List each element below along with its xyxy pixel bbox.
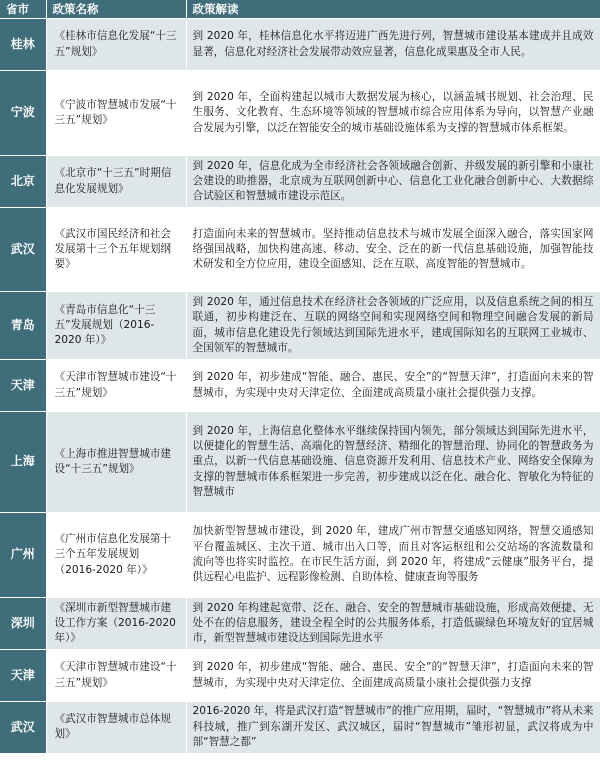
policy-desc-cell: 到 2020 年，全面构建起以城市大数据发展为核心，以涵盖城书规划、社会治理、民生服务、文化教育、生态环境等领域的智慧城市综合应用体系为导向，以智慧产业融合发展为引擎，以泛在智能安全的城市基础设施体系为支撑的智慧城市体系框架。 [186, 71, 600, 156]
table-row [0, 156, 600, 208]
table-row [0, 650, 600, 702]
city-cell: 天津 [0, 650, 46, 702]
policy-name-cell: 《宁波市智慧城市发展“十三五”规划》 [46, 71, 186, 156]
table-row [0, 513, 600, 598]
city-cell: 桂林 [0, 19, 46, 71]
policy-desc-cell: 到 2020 年，初步建成“智能、融合、惠民、安全”的“智慧天津”，打造面向未来的智慧城市，为实现中央对天津定位、全面建成高质量小康社会提供强力支撑。 [186, 360, 600, 412]
policy-desc-cell: 到 2020 年，初步建成“智能、融合、惠民、安全”的“智慧天津”，打造面向未来的智慧城市，为实现中央对天津定位、全面建成高质量小康社会提供强力支撑 [186, 650, 600, 702]
table-header-row [0, 0, 600, 19]
city-cell: 青岛 [0, 292, 46, 360]
city-cell: 广州 [0, 513, 46, 598]
policy-name-cell: 《武汉市智慧城市总体规划》 [46, 702, 186, 753]
city-cell: 北京 [0, 156, 46, 208]
header-policy-name: 政策名称 [46, 0, 186, 19]
header-policy-interpretation: 政策解读 [186, 0, 600, 19]
table-row [0, 412, 600, 513]
policy-name-cell: 《天津市智慧城市建设“十三五”规划》 [46, 650, 186, 702]
policy-desc-cell: 到 2020 年，桂林信息化水平将迈进广西先进行列，智慧城市建设基本建成并且成效显著，信息化对经济社会发展带动效应显著，信息化成果惠及全市人民。 [186, 19, 600, 71]
city-cell: 上海 [0, 412, 46, 513]
policy-desc-cell: 2016-2020 年，将是武汉打造“智慧城市”的推广应用期，届时，“智慧城市”将从未来科技城，推广到东湖开发区、武汉城区，届时“智慧城市”雏形初显，武汉将成为中部“智慧之都” [186, 702, 600, 753]
policy-desc-cell: 到 2020 年，信息化成为全市经济社会各领域融合创新、并级发展的新引擎和小康社会建设的助推器，北京成为互联网创新中心、信息化工业化融合创新中心、大数据综合试验区和智慧城市建设示范区。 [186, 156, 600, 208]
table-row [0, 19, 600, 71]
policy-name-cell: 《青岛市信息化“十三五”发展规划（2016-2020 年）》 [46, 292, 186, 360]
city-cell: 深圳 [0, 598, 46, 650]
header-city: 省市 [0, 0, 46, 19]
city-cell: 宁波 [0, 71, 46, 156]
policy-desc-cell: 加快新型智慧城市建设，到 2020 年，建成广州市智慧交通感知网络，智慧交通感知平台覆盖城区、主次干道、城市出入口等，而且对客运枢纽和公交站场的客流数量和流向等也将实时监控。在市民生活方面，到 2020 年，将建成“云健康”服务平台，提供远程心电监护、远程影像检测、自助体检、健康查询等服务 [186, 513, 600, 598]
policy-name-cell: 《武汉市国民经济和社会发展第十三个五年规划纲要》 [46, 208, 186, 292]
table-row [0, 360, 600, 412]
table-row [0, 208, 600, 292]
policy-desc-cell: 到 2020 年，上海信息化整体水平继续保持国内领先，部分领域达到国际先进水平，以便捷化的智慧生活、高端化的智慧经济、精细化的智慧治理、协同化的智慧政务为重点，以新一代信息基础设施、信息资源开发利用、信息技术产业、网络安全保障为支撑的智慧城市体系框架进一步完善，初步建成以泛在化、融合化、智敏化为特征的智慧城市 [186, 412, 600, 513]
city-cell: 武汉 [0, 208, 46, 292]
policy-desc-cell: 打造面向未来的智慧城市。坚持推动信息技术与城市发展全面深入融合，落实国家网络强国战略，加快构建高速、移动、安全、泛在的新一代信息基础设施，加强智能技术研发和全方位应用，建设全面感知、泛在互联、高度智能的智慧城市。 [186, 208, 600, 292]
policy-name-cell: 《北京市“十三五”时期信息化发展规划》 [46, 156, 186, 208]
policy-desc-cell: 到 2020 年，通过信息技术在经济社会各领域的广泛应用，以及信息系统之间的相互联通，初步构建泛在、互联的网络空间和实现网络空间和物理空间融合发展的新局面，城市信息化建设先行领域达到国际先进水平，建成国际知名的互联网工业城市、全国领军的智慧城市。 [186, 292, 600, 360]
city-cell: 武汉 [0, 702, 46, 753]
city-cell: 天津 [0, 360, 46, 412]
table-row [0, 71, 600, 156]
policy-desc-cell: 到 2020 年构建起宽带、泛在、融合、安全的智慧城市基础设施，形成高效便捷、无处不在的信息服务，建设全程全时的公共服务体系，打造低碳绿色环境友好的宜居城市，新型智慧城市建设达到国际先进水平 [186, 598, 600, 650]
policy-name-cell: 《广州市信息化发展第十三个五年发展规划（2016-2020 年）》 [46, 513, 186, 598]
table-row [0, 702, 600, 753]
table-row [0, 598, 600, 650]
table-row [0, 292, 600, 360]
policy-name-cell: 《深圳市新型智慧城市建设工作方案（2016-2020 年）》 [46, 598, 186, 650]
policy-name-cell: 《桂林市信息化发展“十三五”规划》 [46, 19, 186, 71]
policy-name-cell: 《上海市推进智慧城市建设“十三五”规划》 [46, 412, 186, 513]
policy-name-cell: 《天津市智慧城市建设“十三五”规划》 [46, 360, 186, 412]
